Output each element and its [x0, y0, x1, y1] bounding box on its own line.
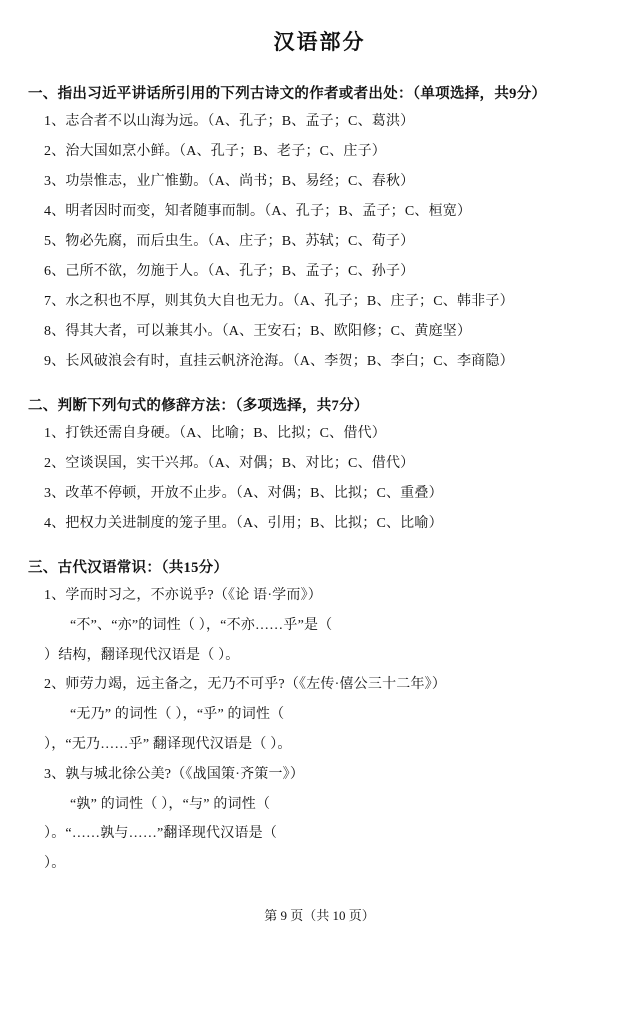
question-item: 3、孰与城北徐公美?（《战国策·齐策一》）	[44, 766, 305, 782]
question-list-1	[26, 111, 613, 372]
question-item: 1、打铁还需自身硬。（A、比喻；B、比拟；C、借代）	[44, 426, 386, 441]
fill-blank-line: “不”、“亦”的词性（ ），“不亦……乎”是（	[70, 618, 333, 633]
fill-blank-line: ）结构，翻译现代汉语是（ ）。	[44, 647, 240, 663]
question-item: 2、师劳力竭，远主备之，无乃不可乎?（《左传·僖公三十二年》）	[44, 677, 447, 693]
page-footer: 第 9 页（共 10 页）	[264, 907, 375, 923]
section-heading-3: 三、古代汉语常识：（共15分）	[28, 560, 229, 576]
question-item: 9、长风破浪会有时，直挂云帆济沧海。（A、李贺；B、李白；C、李商隐）	[44, 354, 514, 369]
fill-blank-line: “孰” 的词性（ ），“与” 的词性（	[70, 796, 271, 812]
fill-blank-line: ），“无乃……乎” 翻译现代汉语是（ ）。	[44, 737, 292, 753]
question-list-2	[26, 423, 613, 534]
question-item: 7、水之积也不厚，则其负大自也无力。（A、孔子；B、庄子；C、韩非子）	[44, 294, 514, 309]
section-heading-1: 一、指出习近平讲话所引用的下列古诗文的作者或者出处：（单项选择，共9分）	[28, 86, 547, 102]
question-item: 4、把权力关进制度的笼子里。（A、引用；B、比拟；C、比喻）	[44, 516, 443, 531]
question-item: 3、功崇惟志，业广惟勤。（A、尚书；B、易经；C、春秋）	[44, 174, 415, 189]
question-item: 1、志合者不以山海为远。（A、孔子；B、孟子；C、葛洪）	[44, 114, 415, 129]
question-item: 2、空谈误国，实干兴邦。（A、对偶；B、对比；C、借代）	[44, 456, 415, 471]
question-item: 6、己所不欲，勿施于人。（A、孔子；B、孟子；C、孙子）	[44, 264, 415, 279]
question-item: 3、改革不停顿，开放不止步。（A、对偶；B、比拟；C、重叠）	[44, 486, 443, 501]
fill-blank-line: ）。“……孰与……”翻译现代汉语是（	[44, 826, 278, 842]
question-item: 4、明者因时而变，知者随事而制。（A、孔子；B、孟子；C、桓宽）	[44, 204, 472, 219]
page-title: 汉语部分	[273, 30, 366, 54]
question-list-3	[26, 585, 613, 875]
question-item: 1、学而时习之，不亦说乎?（《论 语·学而》）	[44, 588, 322, 603]
question-item: 5、物必先腐，而后虫生。（A、庄子；B、苏轼；C、荀子）	[44, 234, 415, 249]
section-heading-2: 二、判断下列句式的修辞方法：（多项选择，共7分）	[28, 398, 369, 414]
question-item: 8、得其大者，可以兼其小。（A、王安石；B、欧阳修；C、黄庭坚）	[44, 324, 472, 339]
question-item: 2、治大国如烹小鲜。（A、孔子；B、老子；C、庄子）	[44, 144, 386, 159]
fill-blank-line: ）。	[44, 856, 66, 872]
fill-blank-line: “无乃” 的词性（ ），“乎” 的词性（	[70, 707, 285, 723]
